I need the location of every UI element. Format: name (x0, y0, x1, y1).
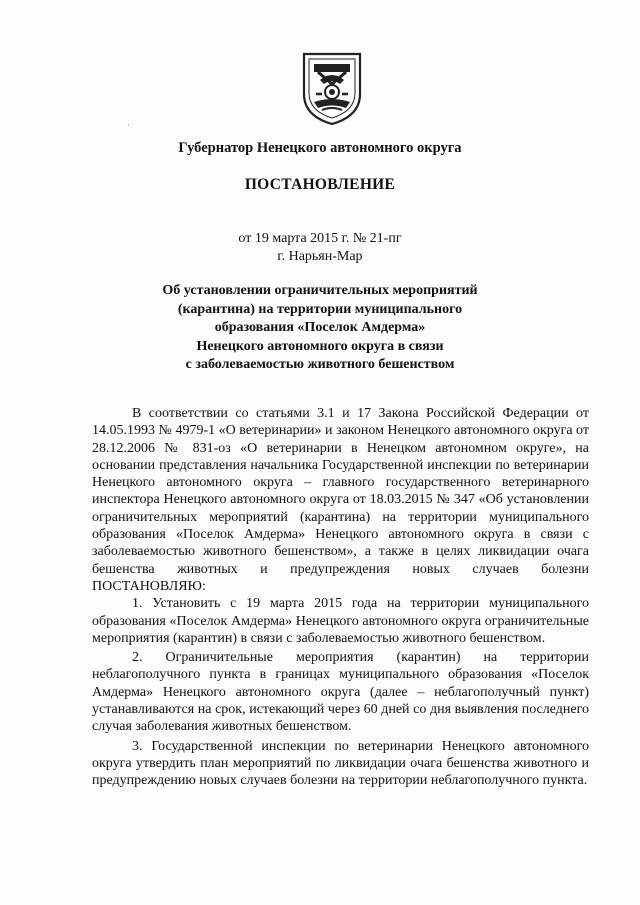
document-date-number: от 19 марта 2015 г. № 21-пг (238, 231, 402, 246)
coat-of-arms-icon (300, 50, 364, 126)
clause-2: 2. Ограничительные мероприятия (карантин) на территории неблагополучного пункта в границах муниципального образования «Поселок Амдерма» Ненецкого автономного округа (далее – неблагополучный пункт) устанавливаются на срок, истекающий через 60 дней со дня выявления последнего случая заболевания животных бешенством. (92, 650, 589, 735)
title-line: Ненецкого автономного округа в связи (196, 338, 444, 354)
scan-mark (128, 124, 129, 125)
title-line: с заболеваемостью животного бешенством (185, 357, 455, 372)
clause-1: 1. Установить с 19 марта 2015 года на территории муниципального образования «Поселок Амдерма» Ненецкого автономного округа ограничительные мероприятия (карантин) в связи с заболеваемостью животного бешенством. (92, 596, 589, 646)
title-line: образования «Поселок Амдерма» (214, 320, 426, 335)
document-body (92, 405, 589, 790)
clause-3: 3. Государственной инспекции по ветеринарии Ненецкого автономного округа утвердить план мероприятий по ликвидации очага бешенства животного и предупреждению новых случаев болезни на территории неблагополучного пункта. (92, 738, 589, 789)
document-type: ПОСТАНОВЛЕНИЕ (244, 176, 396, 193)
document-city: г. Нарьян-Мар (277, 249, 363, 264)
document-title (150, 282, 490, 375)
title-line: Об установлении ограничительных мероприятий (162, 283, 478, 298)
issuing-authority: Губернатор Ненецкого автономного округа (178, 140, 462, 156)
preamble-paragraph: В соответствии со статьями 3.1 и 17 Закона Российской Федерации от 14.05.1993 № 4979-1 «О ветеринарии» и законом Ненецкого автономного округа от 28.12.2006 № 831-оз «О ветеринарии в Ненецком автономном округе», на основании представления начальника Государственной инспекции по ветеринарии Ненецкого автономного округа – главного государственного ветеринарного инспектора Ненецкого автономного округа от 18.03.2015 № 347 «Об установлении ограничительных мероприятий (карантина) на территории муниципального образования «Поселок Амдерма» Ненецкого автономного округа в связи с заболеваемостью животного бешенством», а также в целях ликвидации очага бешенства животных и предупреждения новых случаев болезни ПОСТАНОВЛЯЮ: (92, 406, 589, 594)
title-line: (карантина) на территории муниципального (177, 301, 463, 317)
